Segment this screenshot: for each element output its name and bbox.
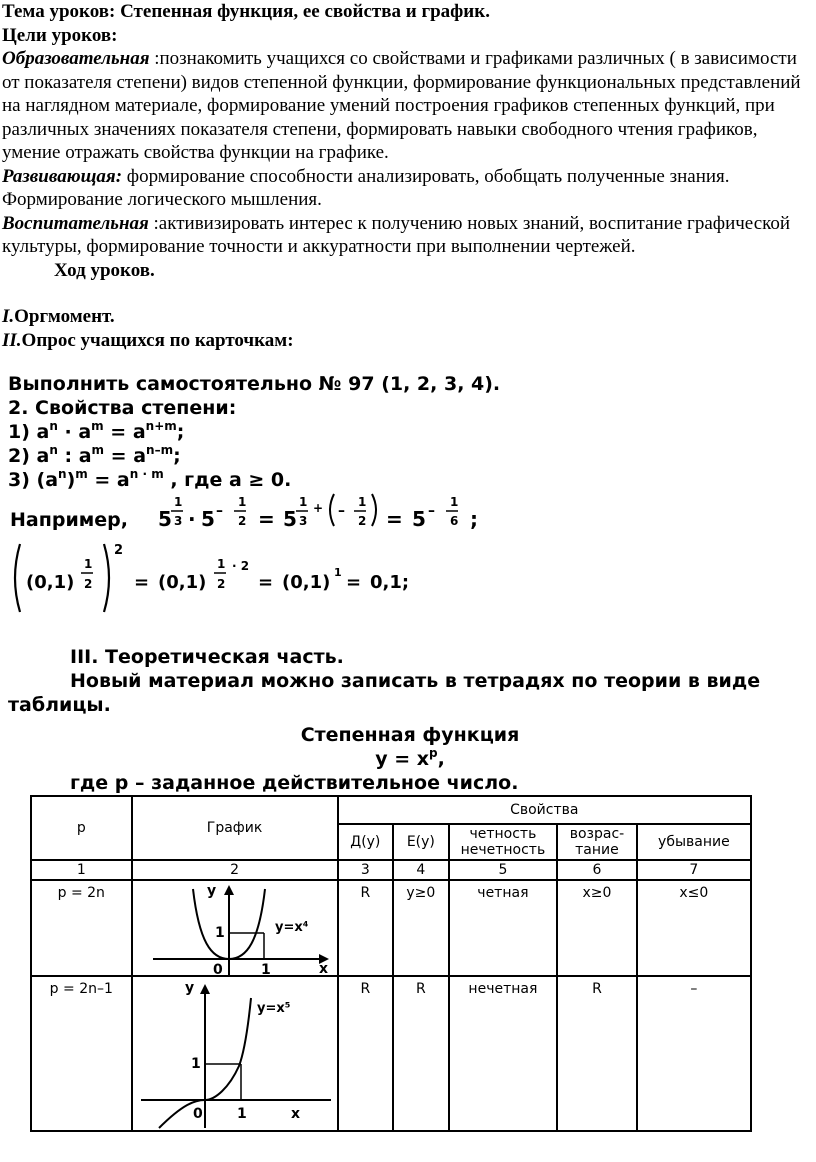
svg-text:1: 1 (174, 495, 183, 509)
cell-range: y≥0 (393, 880, 449, 976)
header-increase: возрас-тание (557, 824, 637, 860)
curve-label: y=x⁵ (256, 1000, 291, 1016)
svg-text:;: ; (470, 507, 478, 531)
header-properties: Свойства (338, 796, 751, 824)
power-rule-1: 1) $a^n \cdot a^m = a^{n+m}$; (8, 419, 185, 443)
svg-text:2: 2 (238, 514, 247, 528)
power-rule-2: 2) $a^n$ : $a^m = a^{n-m}$; (8, 443, 181, 467)
svg-text:·: · (188, 507, 196, 531)
step-text: Оргмомент. (14, 306, 115, 327)
goal-educational (2, 47, 812, 165)
cell-increase: R (557, 976, 637, 1131)
column-number: 5 (449, 860, 558, 880)
topic-text: Степенная функция, ее свойства и график. (115, 1, 490, 22)
x-axis-label: x (290, 1105, 300, 1122)
svg-text:5: 5 (283, 507, 297, 531)
goal-label: Развивающая: (2, 165, 123, 187)
cell-graph (132, 880, 338, 976)
column-number: 6 (557, 860, 637, 880)
column-number: 7 (637, 860, 751, 880)
cell-domain: R (338, 880, 394, 976)
header-graph: График (132, 796, 338, 860)
topic-line (2, 0, 812, 24)
theory-section (8, 645, 761, 795)
svg-text:1: 1 (299, 495, 308, 509)
even-power-graph (133, 881, 337, 975)
svg-text:1: 1 (450, 495, 459, 509)
svg-text:3: 3 (299, 514, 308, 528)
tick-y-label: 1 (214, 925, 225, 941)
svg-text:=: = (134, 572, 150, 593)
svg-text:–: – (338, 503, 345, 519)
cell-parity: четная (449, 880, 558, 976)
svg-text:–: – (216, 503, 223, 519)
function-where: где p – заданное действительное число. (70, 772, 519, 794)
svg-text:6: 6 (450, 514, 459, 528)
svg-text:5: 5 (201, 507, 215, 531)
step-text: Опрос учащихся по карточкам: (21, 329, 294, 351)
svg-text:(0,1): (0,1) (282, 572, 331, 593)
svg-text:1: 1 (217, 557, 226, 571)
properties-table (30, 795, 752, 1132)
power-properties-title: 2. Свойства степени: (8, 397, 237, 419)
function-formula: $y = x^p$, (375, 746, 445, 770)
goal-text: :познакомить учащихся со свойствами и графиками различных ( в зависимости от показателя степени) видов степенной функции, формирование функциональных представлений на наглядном материале, формирование умений построения графиков степенных функций, при различных значениях показателя степени, формировать навыки свободного чтения графиков, умение отражать свойства функции на графике. (2, 48, 801, 163)
svg-text:2: 2 (358, 514, 367, 528)
step-number: II. (2, 329, 22, 351)
origin-label: 0 (212, 962, 223, 975)
example-formula-2 (8, 540, 448, 618)
svg-text:–: – (428, 503, 435, 519)
svg-text:=: = (258, 572, 274, 593)
header-range: Е(у) (393, 824, 449, 860)
goal-label: Воспитательная (2, 212, 149, 234)
cell-graph (132, 976, 338, 1131)
topic-label: Тема уроков: (2, 1, 116, 22)
goal-text: :активизировать интерес к получению новых знаний, воспитание графической культуры, формирование точности и аккуратности при выполнении чертежей. (2, 212, 791, 257)
goal-developing (2, 165, 812, 212)
goal-upbringing (2, 212, 812, 259)
card-task: Выполнить самостоятельно № 97 (1, 2, 3, 4). (8, 373, 501, 395)
y-axis-arrow-icon (200, 984, 210, 994)
table-row (31, 976, 751, 1131)
header-decrease: убывание (637, 824, 751, 860)
y-axis-arrow-icon (224, 885, 234, 895)
svg-text:· 2: · 2 (232, 559, 250, 573)
svg-text:1: 1 (358, 495, 367, 509)
table-row (31, 880, 751, 976)
svg-text:=: = (386, 507, 403, 531)
table-number-row (31, 860, 751, 880)
svg-text:(0,1): (0,1) (158, 572, 207, 593)
svg-text:(0,1): (0,1) (26, 572, 75, 593)
svg-text:=: = (258, 507, 275, 531)
cell-decrease: – (637, 976, 751, 1131)
function-title: Степенная функция (300, 724, 520, 746)
cell-range: R (393, 976, 449, 1131)
goal-text: формирование способности анализировать, обобщать полученные знания. Формирование логического мышления. (2, 165, 730, 210)
cell-decrease: x≤0 (637, 880, 751, 976)
card-questions (8, 372, 808, 492)
column-number: 2 (132, 860, 338, 880)
theory-line-2: таблицы. (8, 694, 111, 716)
column-number: 1 (31, 860, 132, 880)
goals-heading: Цели уроков: (2, 24, 118, 46)
odd-power-graph (133, 978, 337, 1130)
theory-line-1: Новый материал можно записать в тетрадях по теории в виде (70, 670, 761, 692)
tick-y-label: 1 (190, 1055, 201, 1072)
header-p: p (31, 796, 132, 860)
origin-label: 0 (192, 1105, 203, 1122)
table-header-row (31, 796, 751, 824)
svg-text:1: 1 (334, 566, 342, 579)
svg-text:+: + (313, 501, 324, 515)
example-label: Например, (10, 509, 128, 531)
tick-x-label: 1 (260, 962, 271, 975)
step-2 (2, 329, 812, 353)
column-number: 3 (338, 860, 394, 880)
spacer (2, 282, 812, 305)
svg-text:1: 1 (84, 557, 93, 571)
step-1 (2, 305, 812, 329)
step-number: I. (2, 306, 15, 327)
header-parity: четность нечетность (449, 824, 558, 860)
cell-p: p = 2n–1 (31, 976, 132, 1131)
cell-increase: x≥0 (557, 880, 637, 976)
curve-label: y=x⁴ (274, 920, 309, 935)
theory-heading: III. Теоретическая часть. (70, 646, 344, 668)
cell-parity: нечетная (449, 976, 558, 1131)
lesson-intro (2, 0, 812, 352)
svg-text:=: = (346, 572, 362, 593)
x-axis-label: x (318, 961, 328, 975)
svg-text:2: 2 (217, 577, 226, 591)
course-heading: Ход уроков. (54, 259, 155, 281)
y-axis-label: y (206, 883, 216, 899)
header-domain: Д(у) (338, 824, 394, 860)
power-rule-3: 3) $(a^n)^m = a^{n \cdot m}$ , где a ≥ 0. (8, 467, 292, 491)
cell-domain: R (338, 976, 394, 1131)
column-number: 4 (393, 860, 449, 880)
cell-p: p = 2n (31, 880, 132, 976)
example-formula-1 (8, 488, 508, 540)
svg-text:3: 3 (174, 514, 183, 528)
svg-text:5: 5 (412, 507, 426, 531)
svg-text:2: 2 (114, 543, 124, 558)
svg-text:2: 2 (84, 577, 93, 591)
goal-label: Образовательная (2, 48, 150, 69)
svg-text:1: 1 (238, 495, 247, 509)
tick-x-label: 1 (236, 1105, 247, 1122)
svg-text:5: 5 (158, 507, 172, 531)
svg-text:0,1;: 0,1; (370, 572, 410, 593)
y-axis-label: y (184, 979, 194, 996)
